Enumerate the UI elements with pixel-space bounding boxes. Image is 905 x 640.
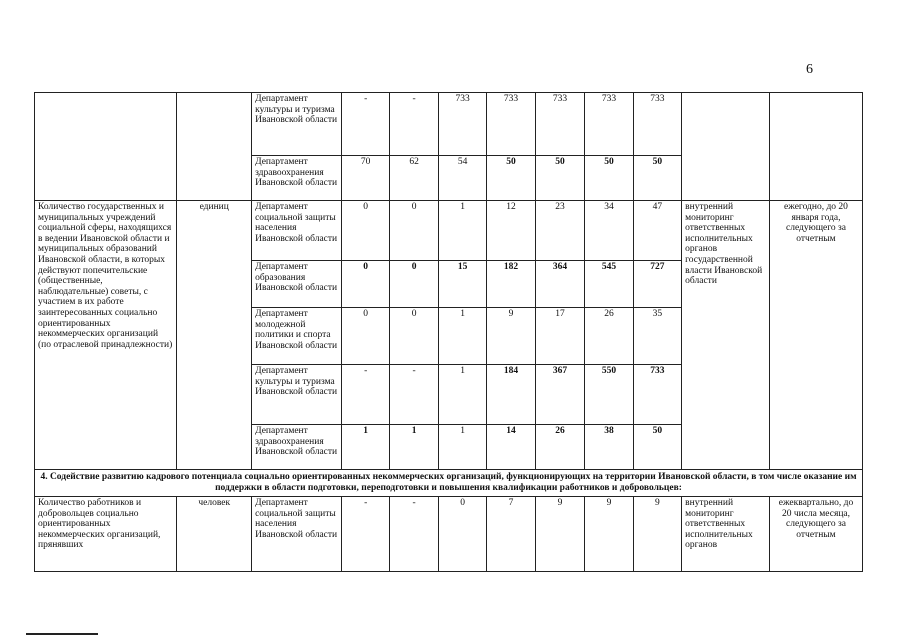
value-cell: 550 [585, 365, 633, 425]
value-cell: 50 [585, 156, 633, 201]
source-cell: внутренний мониторинг ответственных исполнительных органов государственной власти Ивановской области [682, 201, 770, 470]
value-cell: 0 [390, 261, 438, 308]
value-cell: 0 [341, 201, 389, 261]
period-cell: ежеквартально, до 20 числа месяца, следующего за отчетным [769, 497, 862, 572]
value-cell: 1 [438, 201, 486, 261]
department-cell: Департамент социальной защиты населения Ивановской области [252, 497, 342, 572]
value-cell: 1 [341, 425, 389, 470]
section-heading: 4. Содействие развитию кадрового потенциала социально ориентированных некоммерческих организаций, функционирующих на территории Ивановской области, в том числе оказание им поддержки в области подготовки, переподготовки и повышения квалификации работников и добровольцев: [35, 470, 863, 497]
value-cell: 12 [487, 201, 535, 261]
value-cell: 1 [438, 425, 486, 470]
value-cell: 733 [487, 93, 535, 156]
department-cell: Департамент культуры и туризма Ивановской области [252, 93, 342, 156]
value-cell: 733 [633, 365, 681, 425]
value-cell: 733 [535, 93, 584, 156]
value-cell: 0 [341, 308, 389, 365]
value-cell: 62 [390, 156, 438, 201]
period-cell: ежегодно, до 20 января года, следующего за отчетным [769, 201, 862, 470]
value-cell: 23 [535, 201, 584, 261]
value-cell: 733 [633, 93, 681, 156]
page-number: 6 [806, 62, 813, 77]
value-cell: 17 [535, 308, 584, 365]
value-cell: 50 [633, 425, 681, 470]
indicator-cell: Количество государственных и муниципальных учреждений социальной сферы, находящихся в ведении Ивановской области и муниципальных образований Ивановской области, в которых действуют попечительские (общественные, наблюдательные) советы, с участием в их работе заинтересованных социально ориентированных некоммерческих организаций (по отраслевой принадлежности) [35, 201, 177, 470]
value-cell: 1 [390, 425, 438, 470]
department-cell: Департамент молодежной политики и спорта Ивановской области [252, 308, 342, 365]
value-cell: 733 [585, 93, 633, 156]
indicators-table [34, 92, 863, 572]
unit-cell: человек [177, 497, 252, 572]
value-cell: 364 [535, 261, 584, 308]
value-cell: 0 [341, 261, 389, 308]
value-cell: 545 [585, 261, 633, 308]
indicator-cell: Количество работников и добровольцев социально ориентированных некоммерческих организаций, прянявших [35, 497, 177, 572]
footer-divider [26, 633, 98, 635]
value-cell: 1 [438, 308, 486, 365]
value-cell: 733 [438, 93, 486, 156]
value-cell: - [390, 497, 438, 572]
value-cell: - [390, 93, 438, 156]
value-cell: 50 [535, 156, 584, 201]
value-cell: 9 [535, 497, 584, 572]
unit-cell-empty [177, 93, 252, 201]
table-row [35, 93, 863, 156]
value-cell: - [341, 497, 389, 572]
source-cell-empty [682, 93, 770, 201]
value-cell: 1 [438, 365, 486, 425]
value-cell: - [341, 365, 389, 425]
value-cell: 35 [633, 308, 681, 365]
value-cell: 54 [438, 156, 486, 201]
value-cell: 0 [390, 201, 438, 261]
section-heading-row [35, 470, 863, 497]
value-cell: 38 [585, 425, 633, 470]
value-cell: 184 [487, 365, 535, 425]
department-cell: Департамент здравоохранения Ивановской области [252, 156, 342, 201]
department-cell: Департамент культуры и туризма Ивановской области [252, 365, 342, 425]
value-cell: - [390, 365, 438, 425]
value-cell: 0 [390, 308, 438, 365]
table-row [35, 201, 863, 261]
department-cell: Департамент образования Ивановской области [252, 261, 342, 308]
value-cell: 0 [438, 497, 486, 572]
table-row [35, 497, 863, 572]
source-cell: внутренний мониторинг ответственных исполнительных органов [682, 497, 770, 572]
value-cell: 9 [633, 497, 681, 572]
value-cell: 182 [487, 261, 535, 308]
value-cell: 7 [487, 497, 535, 572]
value-cell: 15 [438, 261, 486, 308]
value-cell: 47 [633, 201, 681, 261]
indicator-cell-empty [35, 93, 177, 201]
value-cell: 26 [535, 425, 584, 470]
table-body [35, 93, 863, 572]
value-cell: 9 [585, 497, 633, 572]
value-cell: 9 [487, 308, 535, 365]
value-cell: 34 [585, 201, 633, 261]
value-cell: - [341, 93, 389, 156]
period-cell-empty [769, 93, 862, 201]
value-cell: 70 [341, 156, 389, 201]
value-cell: 50 [633, 156, 681, 201]
department-cell: Департамент социальной защиты населения Ивановской области [252, 201, 342, 261]
unit-cell: единиц [177, 201, 252, 470]
value-cell: 26 [585, 308, 633, 365]
value-cell: 50 [487, 156, 535, 201]
value-cell: 14 [487, 425, 535, 470]
value-cell: 727 [633, 261, 681, 308]
department-cell: Департамент здравоохранения Ивановской области [252, 425, 342, 470]
value-cell: 367 [535, 365, 584, 425]
